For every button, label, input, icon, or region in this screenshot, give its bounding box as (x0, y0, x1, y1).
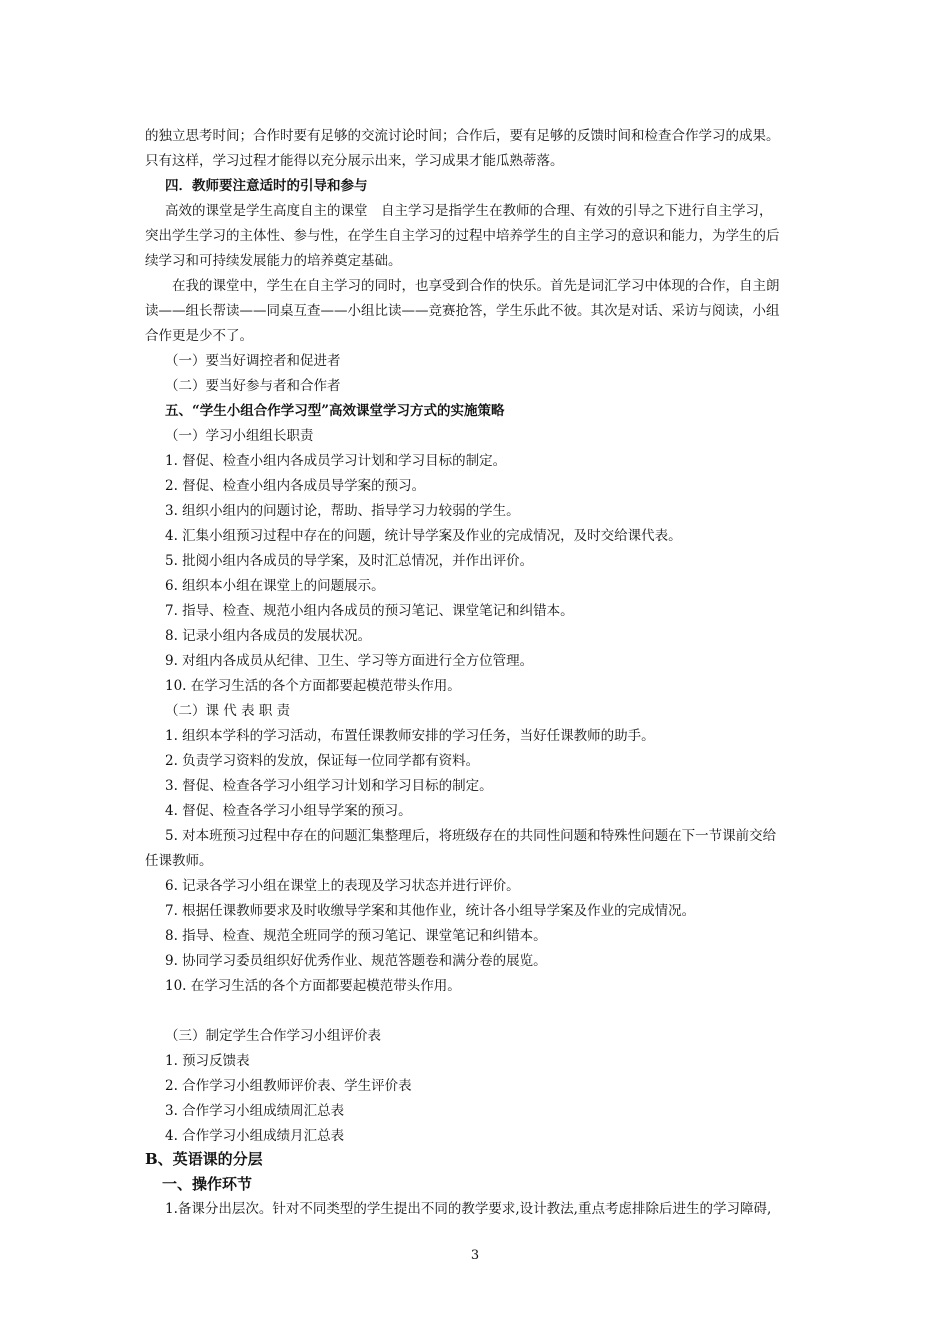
subheading: （一）学习小组组长职责 (165, 428, 314, 444)
list-item: 10. 在学习生活的各个方面都要起模范带头作用。 (165, 978, 461, 994)
subheading: （一）要当好调控者和促进者 (165, 353, 341, 369)
list-item: 9. 协同学习委员组织好优秀作业、规范答题卷和满分卷的展览。 (165, 953, 547, 969)
subheading: （二）课 代 表 职 责 (165, 703, 291, 719)
section-heading: 一、操作环节 (162, 1175, 253, 1193)
list-item: 2. 合作学习小组教师评价表、学生评价表 (165, 1078, 412, 1094)
section-heading: B、英语课的分层 (145, 1150, 263, 1168)
list-item: 4. 合作学习小组成绩月汇总表 (165, 1128, 345, 1144)
list-item: 3. 督促、检查各学习小组学习计划和学习目标的制定。 (165, 778, 493, 794)
list-item: 7. 根据任课教师要求及时收缴导学案和其他作业，统计各小组导学案及作业的完成情况。 (165, 903, 696, 919)
subheading: （三）制定学生合作学习小组评价表 (165, 1028, 381, 1044)
paragraph-line: 合作更是少不了。 (145, 328, 253, 344)
list-item: 6. 记录各学习小组在课堂上的表现及学习状态并进行评价。 (165, 878, 520, 894)
section-heading: 四．教师要注意适时的引导和参与 (165, 178, 368, 194)
list-item: 3. 合作学习小组成绩周汇总表 (165, 1103, 345, 1119)
list-item: 5. 批阅小组内各成员的导学案，及时汇总情况，并作出评价。 (165, 553, 534, 569)
list-item: 8. 记录小组内各成员的发展状况。 (165, 628, 372, 644)
section-heading: 五、“学生小组合作学习型”高效课堂学习方式的实施策略 (165, 403, 505, 419)
list-item: 6. 组织本小组在课堂上的问题展示。 (165, 578, 385, 594)
paragraph-line: 的独立思考时间；合作时要有足够的交流讨论时间；合作后，要有足够的反馈时间和检查合作学习的成果。 (145, 128, 780, 144)
paragraph-line: 1.备课分出层次。针对不同类型的学生提出不同的教学要求,设计教法,重点考虑排除后进生的学习障碍, (165, 1201, 772, 1217)
subheading: （二）要当好参与者和合作者 (165, 378, 341, 394)
list-item: 4. 督促、检查各学习小组导学案的预习。 (165, 803, 412, 819)
list-item: 2. 督促、检查小组内各成员导学案的预习。 (165, 478, 426, 494)
list-item: 3. 组织小组内的问题讨论，帮助、指导学习力较弱的学生。 (165, 503, 520, 519)
paragraph-line: 高效的课堂是学生高度自主的课堂 自主学习是指学生在教师的合理、有效的引导之下进行自主学习， (165, 203, 773, 219)
paragraph-line: 只有这样，学习过程才能得以充分展示出来，学习成果才能瓜熟蒂落。 (145, 153, 564, 169)
list-item: 5. 对本班预习过程中存在的问题汇集整理后，将班级存在的共同性问题和特殊性问题在下一节课前交给 (165, 828, 777, 844)
list-item: 8. 指导、检查、规范全班同学的预习笔记、课堂笔记和纠错本。 (165, 928, 547, 944)
paragraph-line: 突出学生学习的主体性、参与性，在学生自主学习的过程中培养学生的自主学习的意识和能力，为学生的后 (145, 228, 780, 244)
list-item: 任课教师。 (145, 853, 213, 869)
paragraph-line: 续学习和可持续发展能力的培养奠定基础。 (145, 253, 402, 269)
list-item: 1. 预习反馈表 (165, 1053, 250, 1069)
list-item: 7. 指导、检查、规范小组内各成员的预习笔记、课堂笔记和纠错本。 (165, 603, 574, 619)
list-item: 1. 组织本学科的学习活动，布置任课教师安排的学习任务，当好任课教师的助手。 (165, 728, 655, 744)
page-number: 3 (470, 1248, 480, 1263)
list-item: 9. 对组内各成员从纪律、卫生、学习等方面进行全方位管理。 (165, 653, 534, 669)
list-item: 2. 负责学习资料的发放，保证每一位同学都有资料。 (165, 753, 480, 769)
paragraph-line: 读——组长帮读——同桌互查——小组比读——竞赛抢答，学生乐此不彼。其次是对话、采访与阅读，小组 (145, 303, 780, 319)
paragraph-line: 在我的课堂中，学生在自主学习的同时，也享受到合作的快乐。首先是词汇学习中体现的合作，自主朗 (172, 278, 780, 294)
list-item: 4. 汇集小组预习过程中存在的问题，统计导学案及作业的完成情况，及时交给课代表。 (165, 528, 682, 544)
list-item: 10. 在学习生活的各个方面都要起模范带头作用。 (165, 678, 461, 694)
list-item: 1. 督促、检查小组内各成员学习计划和学习目标的制定。 (165, 453, 507, 469)
